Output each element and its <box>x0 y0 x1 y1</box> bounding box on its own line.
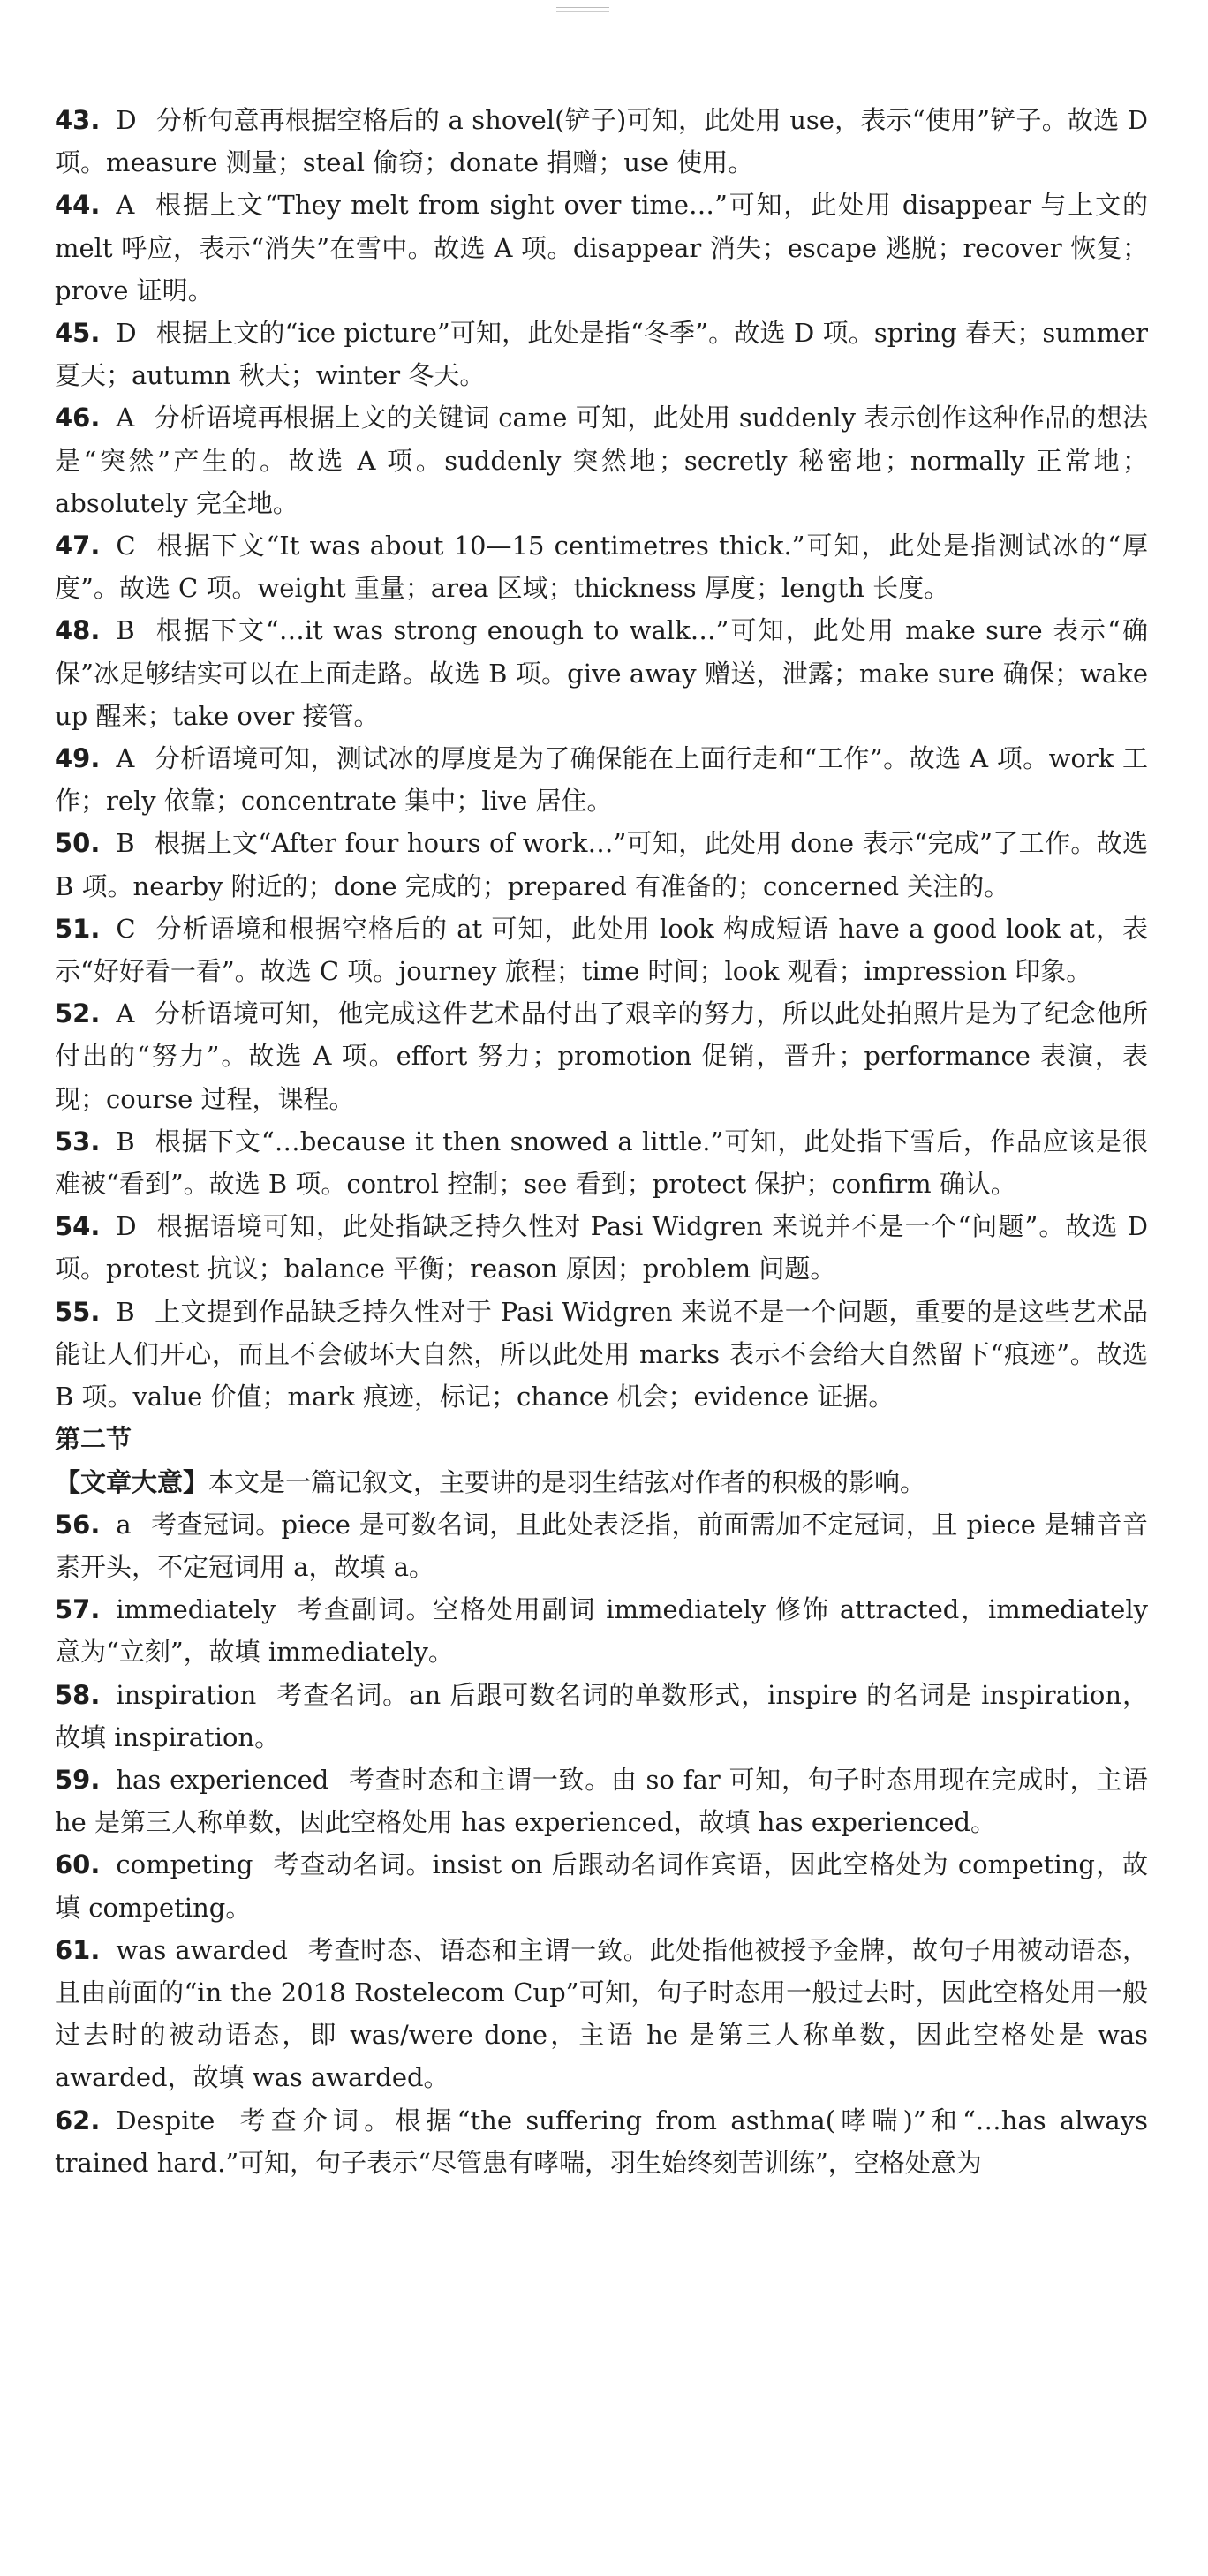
item-answer: Despite <box>116 2105 215 2135</box>
item-number: 61. <box>55 1934 101 1965</box>
item-answer: C <box>116 913 136 944</box>
item-answer: A <box>116 403 135 433</box>
cloze-explanations <box>55 99 1148 1418</box>
item-number: 60. <box>55 1849 101 1880</box>
explanation-item <box>55 1205 1148 1290</box>
item-text: 根据上文“After four hours of work…”可知，此处用 done 表示“完成”了工作。故选 B 项。nearby 附近的；done 完成的；prepared 有准备的；concerned 关注的。 <box>55 828 1148 901</box>
item-text: 根据下文“…because it then snowed a little.”可知，此处指下雪后，作品应该是很难被“看到”。故选 B 项。control 控制；see 看到；protect 保护；confirm 确认。 <box>55 1126 1148 1200</box>
explanation-item <box>55 1843 1148 1928</box>
explanation-item <box>55 1929 1148 2099</box>
item-number: 62. <box>55 2105 101 2135</box>
summary-label: 【文章大意】 <box>55 1466 209 1497</box>
passage-summary <box>55 1461 1148 1503</box>
item-answer: competing <box>116 1849 253 1880</box>
item-text: 分析语境再根据上文的关键词 came 可知，此处用 suddenly 表示创作这种作品的想法是“突然”产生的。故选 A 项。suddenly 突然地；secretly 秘密地；normally 正常地；absolutely 完全地。 <box>55 403 1148 518</box>
item-answer: has experienced <box>116 1764 329 1795</box>
item-text: 根据下文“…it was strong enough to walk…”可知，此处用 make sure 表示“确保”冰足够结实可以在上面走路。故选 B 项。give away 赠送，泄露；make sure 确保；wake up 醒来；take over 接管。 <box>55 615 1148 731</box>
item-number: 54. <box>55 1211 101 1242</box>
explanation-item <box>55 184 1148 312</box>
explanation-item <box>55 1674 1148 1759</box>
item-text: 分析语境可知，测试冰的厚度是为了确保能在上面行走和“工作”。故选 A 项。work 工作；rely 依靠；concentrate 集中；live 居住。 <box>55 743 1148 817</box>
item-text: 考查名词。an 后跟可数名词的单数形式，inspire 的名词是 inspiration，故填 inspiration。 <box>55 1679 1148 1752</box>
explanation-item <box>55 609 1148 737</box>
item-text: 分析句意再根据空格后的 a shovel(铲子)可知，此处用 use，表示“使用”铲子。故选 D 项。measure 测量；steal 偷窃；donate 捐赠；use 使用。 <box>55 105 1148 178</box>
item-number: 48. <box>55 615 101 646</box>
item-text: 根据上文的“ice picture”可知，此处是指“冬季”。故选 D 项。spring 春天；summer 夏天；autumn 秋天；winter 冬天。 <box>55 318 1148 391</box>
item-number: 43. <box>55 105 101 135</box>
item-text: 考查时态、语态和主谓一致。此处指他被授予金牌，故句子用被动语态，且由前面的“in the 2018 Rostelecom Cup”可知，句子时态用一般过去时，因此空格处用一般过去时的被动语态，即 was/were done，主语 he 是第三人称单数，因此空格处是 was awarded，故填 was awarded。 <box>55 1934 1148 2093</box>
item-answer: B <box>116 1126 135 1156</box>
item-text: 分析语境和根据空格后的 at 可知，此处用 look 构成短语 have a good look at，表示“好好看一看”。故选 C 项。journey 旅程；time 时间；look 观看；impression 印象。 <box>55 913 1148 987</box>
item-number: 59. <box>55 1764 101 1795</box>
summary-text: 本文是一篇记叙文，主要讲的是羽生结弦对作者的积极的影响。 <box>208 1466 926 1497</box>
explanation-item <box>55 2099 1148 2184</box>
item-number: 44. <box>55 190 101 221</box>
explanation-item <box>55 1120 1148 1205</box>
explanation-item <box>55 737 1148 822</box>
item-number: 45. <box>55 318 101 349</box>
item-text: 考查动名词。insist on 后跟动名词作宾语，因此空格处为 competing，故填 competing。 <box>55 1849 1148 1923</box>
item-number: 46. <box>55 403 101 433</box>
item-answer: A <box>116 998 135 1029</box>
item-text: 考查冠词。piece 是可数名词，且此处表泛指，前面需加不定冠词，且 piece 是辅音音素开头，不定冠词用 a，故填 a。 <box>55 1509 1148 1582</box>
item-text: 根据语境可知，此处指缺乏持久性对 Pasi Widgren 来说并不是一个“问题”。故选 D 项。protest 抗议；balance 平衡；reason 原因；problem 问题。 <box>55 1211 1148 1284</box>
item-text: 分析语境可知，他完成这件艺术品付出了艰辛的努力，所以此处拍照片是为了纪念他所付出的“努力”。故选 A 项。effort 努力；promotion 促销，晋升；performance 表演，表现；course 过程，课程。 <box>55 998 1148 1114</box>
item-answer: D <box>116 1211 137 1242</box>
explanation-item <box>55 992 1148 1120</box>
item-number: 56. <box>55 1509 101 1540</box>
item-number: 55. <box>55 1296 101 1327</box>
item-number: 58. <box>55 1679 101 1710</box>
item-answer: was awarded <box>116 1934 288 1965</box>
explanation-item <box>55 1291 1148 1419</box>
item-text: 考查介词。根据“the suffering from asthma(哮喘)”和“…has always trained hard.”可知，句子表示“尽管患有哮喘，羽生始终刻苦训练”，空格处意为 <box>55 2105 1148 2178</box>
item-number: 57. <box>55 1594 101 1625</box>
item-answer: a <box>116 1509 132 1540</box>
item-text: 考查副词。空格处用副词 immediately 修饰 attracted，immediately 意为“立刻”，故填 immediately。 <box>55 1594 1148 1668</box>
explanation-item <box>55 1588 1148 1673</box>
explanation-item <box>55 908 1148 992</box>
item-number: 51. <box>55 913 101 944</box>
item-number: 50. <box>55 828 101 859</box>
item-number: 53. <box>55 1126 101 1156</box>
item-text: 根据下文“It was about 10—15 centimetres thick.”可知，此处是指测试冰的“厚度”。故选 C 项。weight 重量；area 区域；thickness 厚度；length 长度。 <box>55 531 1148 604</box>
explanation-item <box>55 1503 1148 1588</box>
answer-explanations <box>55 99 1148 2184</box>
item-text: 上文提到作品缺乏持久性对于 Pasi Widgren 来说不是一个问题，重要的是这些艺术品能让人们开心，而且不会破坏大自然，所以此处用 marks 表示不会给大自然留下“痕迹”。故选 B 项。value 价值；mark 痕迹，标记；chance 机会；evidence 证据。 <box>55 1296 1148 1412</box>
explanation-item <box>55 312 1148 396</box>
item-answer: B <box>116 828 135 859</box>
item-number: 49. <box>55 743 101 774</box>
item-answer: A <box>116 743 135 774</box>
explanation-item <box>55 822 1148 907</box>
explanation-item <box>55 396 1148 524</box>
item-answer: inspiration <box>116 1679 257 1710</box>
item-text: 考查时态和主谓一致。由 so far 可知，句子时态用现在完成时，主语 he 是第三人称单数，因此空格处用 has experienced，故填 has experienced。 <box>55 1764 1148 1838</box>
item-answer: B <box>116 615 135 646</box>
item-answer: D <box>116 318 137 349</box>
page-top-mark <box>556 7 609 12</box>
explanation-item <box>55 1759 1148 1843</box>
item-answer: A <box>116 190 135 221</box>
explanation-item <box>55 524 1148 609</box>
item-answer: C <box>116 531 136 561</box>
explanation-item <box>55 99 1148 184</box>
item-text: 根据上文“They melt from sight over time…”可知，此处用 disappear 与上文的 melt 呼应，表示“消失”在雪中。故选 A 项。disappear 消失；escape 逃脱；recover 恢复；prove 证明。 <box>55 190 1148 305</box>
item-answer: immediately <box>116 1594 276 1625</box>
grammar-fill-explanations <box>55 1503 1148 2184</box>
item-answer: D <box>116 105 137 135</box>
item-answer: B <box>116 1296 135 1327</box>
section-heading: 第二节 <box>55 1424 132 1455</box>
item-number: 52. <box>55 998 101 1029</box>
item-number: 47. <box>55 531 101 561</box>
